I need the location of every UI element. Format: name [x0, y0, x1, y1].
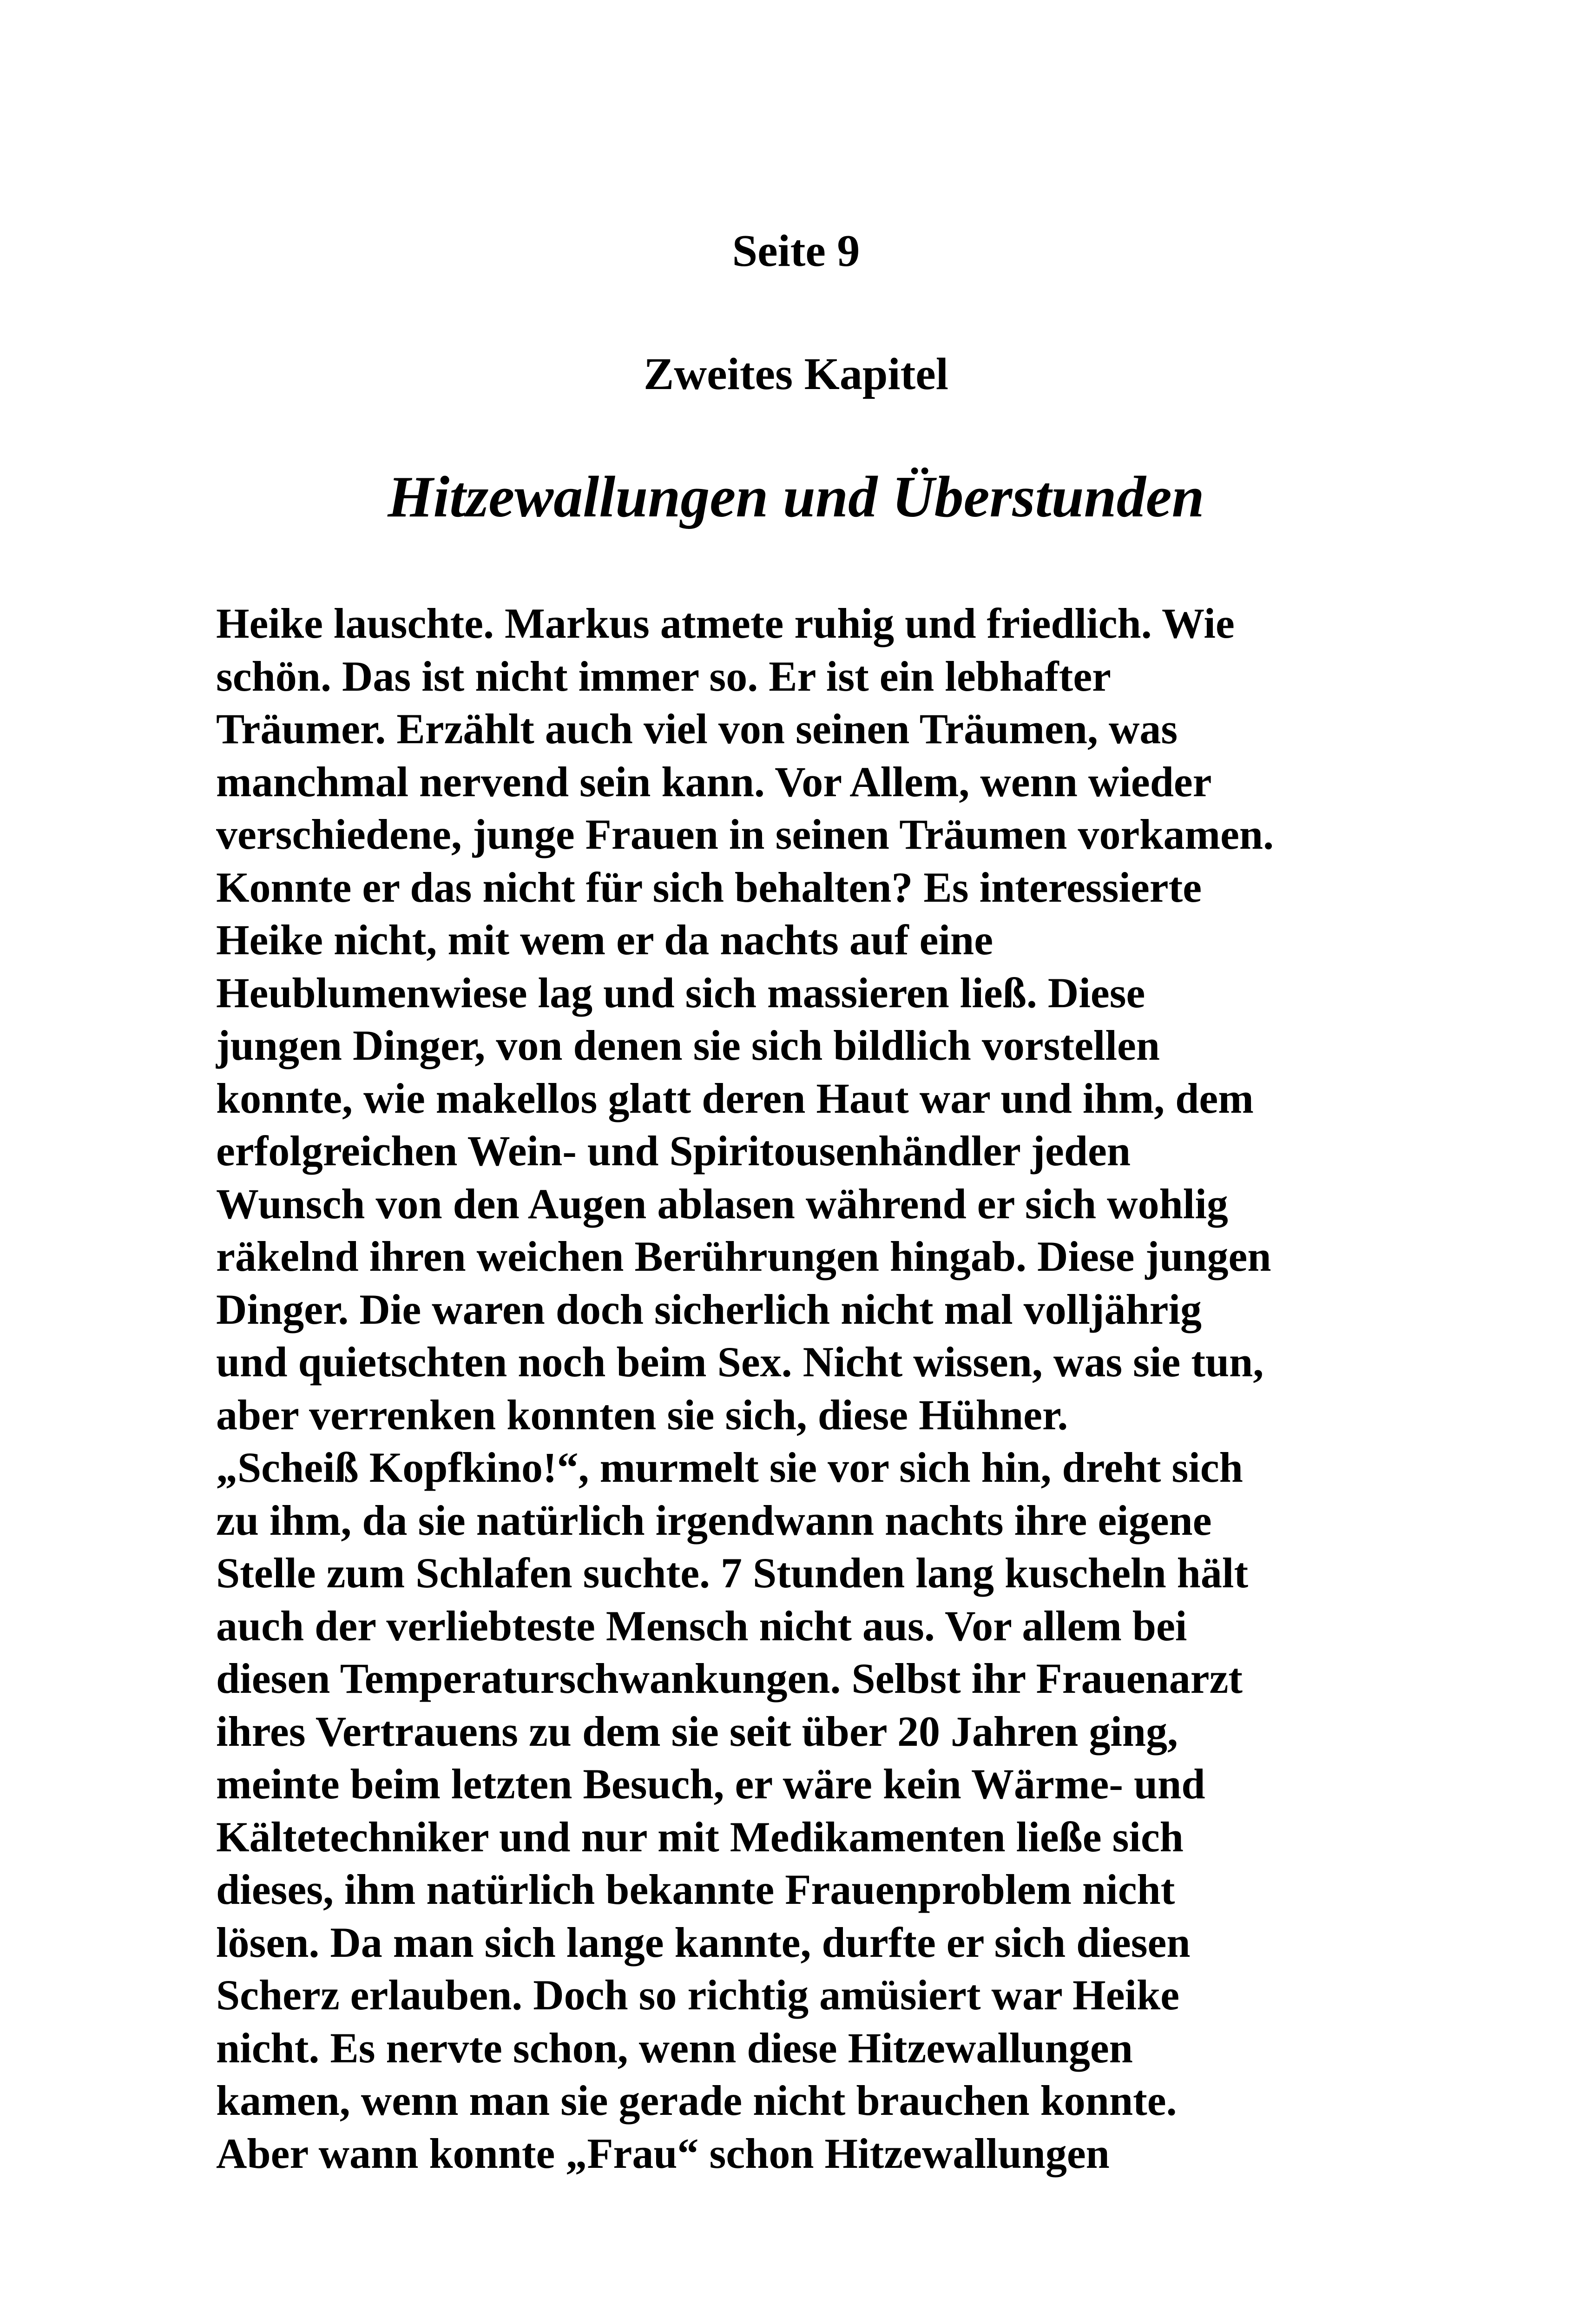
body-line: meinte beim letzten Besuch, er wäre kein Wärme- und [216, 1760, 1205, 1808]
body-line: Kältetechniker und nur mit Medikamenten ließe sich [216, 1813, 1184, 1861]
body-line: lösen. Da man sich lange kannte, durfte er sich diesen [216, 1918, 1191, 1966]
body-line: Heike nicht, mit wem er da nachts auf eine [216, 916, 993, 964]
body-line: auch der verliebteste Mensch nicht aus. Vor allem bei [216, 1602, 1187, 1650]
body-line: diesen Temperaturschwankungen. Selbst ihr Frauenarzt [216, 1655, 1243, 1702]
chapter-title: Hitzewallungen und Überstunden [388, 465, 1204, 529]
body-line: Stelle zum Schlafen suchte. 7 Stunden lang kuscheln hält [216, 1549, 1249, 1597]
body-line: Aber wann konnte „Frau“ schon Hitzewallungen [216, 2129, 1110, 2177]
body-line: ihres Vertrauens zu dem sie seit über 20 Jahren ging, [216, 1707, 1178, 1755]
body-line: schön. Das ist nicht immer so. Er ist ein lebhafter [216, 652, 1111, 700]
body-line: räkelnd ihren weichen Berührungen hingab. Diese jungen [216, 1233, 1271, 1280]
body-line: Träumer. Erzählt auch viel von seinen Träumen, was [216, 705, 1178, 753]
body-line: zu ihm, da sie natürlich irgendwann nachts ihre eigene [216, 1496, 1212, 1544]
body-line: Wunsch von den Augen ablasen während er sich wohlig [216, 1180, 1228, 1228]
body-line: erfolgreichen Wein- und Spiritousenhändler jeden [216, 1127, 1131, 1175]
chapter-label: Zweites Kapitel [644, 349, 948, 399]
body-line: dieses, ihm natürlich bekannte Frauenproblem nicht [216, 1866, 1175, 1913]
body-line: verschiedene, junge Frauen in seinen Träumen vorkamen. [216, 811, 1274, 858]
page-number: Seite 9 [732, 226, 860, 276]
body-line: manchmal nervend sein kann. Vor Allem, wenn wieder [216, 758, 1212, 805]
body-line: nicht. Es nervte schon, wenn diese Hitzewallungen [216, 2024, 1133, 2072]
body-line: kamen, wenn man sie gerade nicht brauchen konnte. [216, 2077, 1177, 2124]
body-paragraph [216, 597, 1517, 2180]
body-line: Heike lauschte. Markus atmete ruhig und friedlich. Wie [216, 600, 1235, 647]
body-line: aber verrenken konnten sie sich, diese Hühner. [216, 1391, 1068, 1439]
body-line: Heublumenwiese lag und sich massieren ließ. Diese [216, 969, 1145, 1017]
body-line: „Scheiß Kopfkino!“, murmelt sie vor sich hin, dreht sich [216, 1444, 1243, 1491]
body-line: Konnte er das nicht für sich behalten? Es interessierte [216, 863, 1202, 911]
body-line: Scherz erlauben. Doch so richtig amüsiert war Heike [216, 1971, 1180, 2019]
body-line: und quietschten noch beim Sex. Nicht wissen, was sie tun, [216, 1338, 1264, 1386]
body-line: konnte, wie makellos glatt deren Haut war und ihm, dem [216, 1074, 1254, 1122]
body-line: Dinger. Die waren doch sicherlich nicht mal volljährig [216, 1285, 1202, 1333]
body-line: jungen Dinger, von denen sie sich bildlich vorstellen [216, 1022, 1160, 1069]
